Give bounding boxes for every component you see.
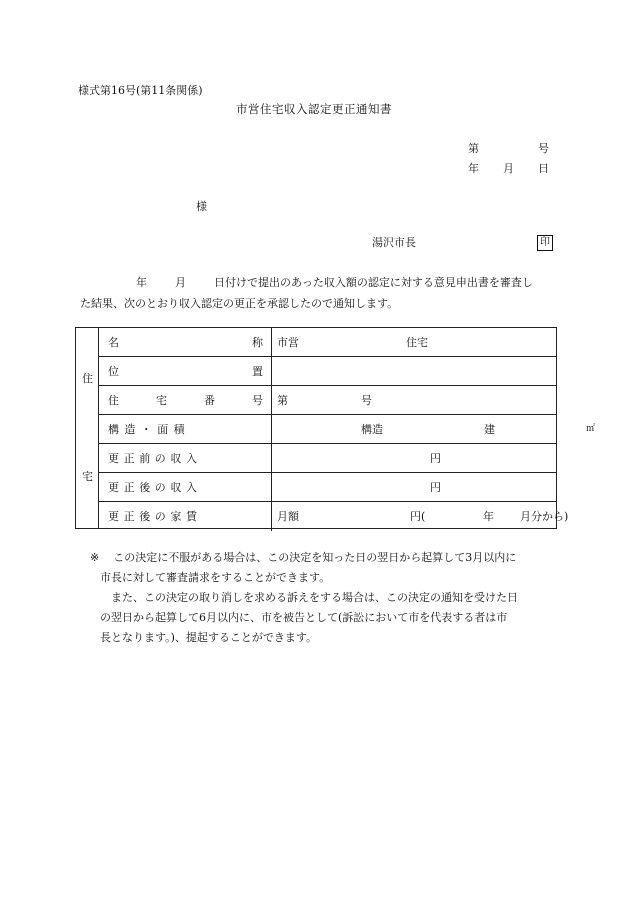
label-rent-after: 更正後の家賃 bbox=[99, 502, 272, 531]
intro-month: 月 bbox=[175, 276, 186, 289]
intro-line-2: た結果、次のとおり収入認定の更正を承認したので通知します。 bbox=[80, 297, 399, 310]
intro-paragraph bbox=[80, 272, 560, 314]
date-year: 年 bbox=[468, 162, 479, 175]
side-label-top: 住 bbox=[82, 372, 93, 385]
appeal-note bbox=[90, 548, 560, 648]
label-house-number: 住 宅 番 号 bbox=[99, 386, 272, 414]
intro-year: 年 bbox=[136, 276, 147, 289]
value-name-city: 市営 bbox=[277, 336, 299, 349]
form-number: 様式第16号(第11条関係) bbox=[78, 84, 203, 97]
issuer-name: 湯沢市長 bbox=[372, 236, 416, 249]
table-row-structure-area: 構造・面積 構造 建 ㎡ bbox=[99, 415, 557, 444]
seal-mark: 印 bbox=[537, 235, 553, 251]
date-day: 日 bbox=[538, 162, 549, 175]
table-row-name bbox=[99, 328, 557, 357]
note-line-5: 長となります。)、提起することができます。 bbox=[100, 631, 318, 644]
side-label-bottom: 宅 bbox=[82, 470, 93, 483]
date-month: 月 bbox=[503, 162, 514, 175]
table-row-location bbox=[99, 357, 557, 386]
label-location: 位 置 bbox=[99, 357, 272, 385]
label-income-after: 更正後の収入 bbox=[99, 473, 272, 501]
note-line-2: 市長に対して審査請求をすることができます。 bbox=[100, 571, 331, 584]
document-title: 市営住宅収入認定更正通知書 bbox=[236, 102, 392, 116]
intro-line-1 bbox=[80, 272, 560, 293]
label-name: 名 称 bbox=[99, 328, 272, 356]
note-mark: ※ bbox=[90, 551, 100, 564]
note-line-4: の翌日から起算して6月以内に、市を被告として(訴訟において市を代表する者は市 bbox=[100, 611, 508, 624]
table-row-income-before: 更正前の収入 円 bbox=[99, 444, 557, 473]
housing-table bbox=[75, 327, 596, 529]
label-structure-area: 構造・面積 bbox=[99, 415, 272, 443]
table-row-house-number: 住 宅 番 号 第 号 bbox=[99, 386, 557, 415]
addressee-suffix: 様 bbox=[196, 200, 207, 213]
note-line-1: ※ この決定に不服がある場合は、この決定を知った日の翌日から起算して3月以内に bbox=[90, 551, 517, 564]
doc-number-go: 号 bbox=[538, 142, 549, 155]
side-label-column bbox=[76, 328, 99, 528]
table-row-income-after: 更正後の収入 円 bbox=[99, 473, 557, 502]
note-line-3: また、この決定の取り消しを求める訴えをする場合は、この決定の通知を受けた日 bbox=[111, 591, 518, 604]
intro-line1-text: 日付けで提出のあった収入額の認定に対する意見申出書を審査し bbox=[214, 276, 533, 289]
label-income-before: 更正前の収入 bbox=[99, 444, 272, 472]
doc-number-dai: 第 bbox=[468, 142, 479, 155]
table-row-rent-after: 更正後の家賃 月額 円( 年 月分から) bbox=[99, 502, 557, 531]
value-name-jutaku: 住宅 bbox=[406, 336, 428, 349]
